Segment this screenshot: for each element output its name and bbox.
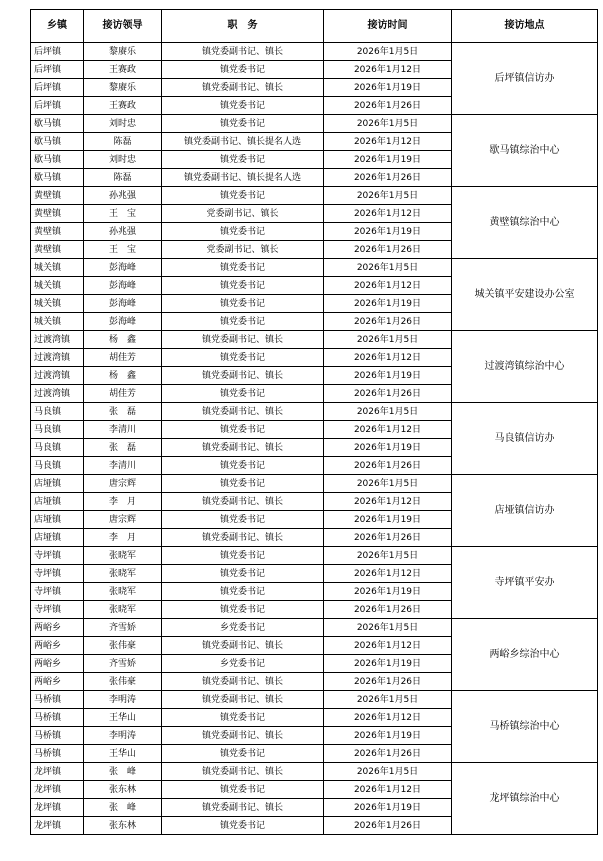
town-cell: 龙坪镇 bbox=[31, 781, 84, 799]
table-row bbox=[31, 403, 598, 421]
place-cell: 黄壁镇综治中心 bbox=[452, 187, 598, 259]
leader-cell: 杨 鑫 bbox=[84, 367, 162, 385]
town-cell: 黄壁镇 bbox=[31, 241, 84, 259]
town-cell: 黄壁镇 bbox=[31, 205, 84, 223]
post-cell: 乡党委书记 bbox=[162, 619, 324, 637]
town-cell: 后坪镇 bbox=[31, 79, 84, 97]
post-cell: 镇党委书记 bbox=[162, 151, 324, 169]
town-cell: 过渡湾镇 bbox=[31, 367, 84, 385]
leader-cell: 齐雪娇 bbox=[84, 655, 162, 673]
place-cell: 过渡湾镇综治中心 bbox=[452, 331, 598, 403]
post-cell: 乡党委书记 bbox=[162, 655, 324, 673]
post-cell: 镇党委书记 bbox=[162, 745, 324, 763]
leader-cell: 胡佳芳 bbox=[84, 349, 162, 367]
post-cell: 镇党委书记 bbox=[162, 547, 324, 565]
leader-cell: 彭海峰 bbox=[84, 313, 162, 331]
leader-cell: 张 峰 bbox=[84, 799, 162, 817]
leader-cell: 张 峰 bbox=[84, 763, 162, 781]
date-cell: 2026年1月12日 bbox=[324, 421, 452, 439]
date-cell: 2026年1月12日 bbox=[324, 133, 452, 151]
post-cell: 镇党委副书记、镇长 bbox=[162, 637, 324, 655]
post-cell: 镇党委副书记、镇长提名人选 bbox=[162, 169, 324, 187]
leader-cell: 唐宗辉 bbox=[84, 475, 162, 493]
date-cell: 2026年1月26日 bbox=[324, 457, 452, 475]
date-cell: 2026年1月26日 bbox=[324, 385, 452, 403]
leader-cell: 张东林 bbox=[84, 781, 162, 799]
town-cell: 后坪镇 bbox=[31, 43, 84, 61]
leader-cell: 王华山 bbox=[84, 745, 162, 763]
header-town: 乡镇 bbox=[31, 10, 84, 43]
date-cell: 2026年1月19日 bbox=[324, 799, 452, 817]
date-cell: 2026年1月12日 bbox=[324, 565, 452, 583]
post-cell: 镇党委书记 bbox=[162, 187, 324, 205]
place-cell: 歇马镇综治中心 bbox=[452, 115, 598, 187]
town-cell: 寺坪镇 bbox=[31, 583, 84, 601]
town-cell: 马桥镇 bbox=[31, 709, 84, 727]
town-cell: 店垭镇 bbox=[31, 511, 84, 529]
leader-cell: 李清川 bbox=[84, 457, 162, 475]
post-cell: 镇党委书记 bbox=[162, 295, 324, 313]
date-cell: 2026年1月19日 bbox=[324, 151, 452, 169]
post-cell: 镇党委副书记、镇长 bbox=[162, 691, 324, 709]
post-cell: 镇党委书记 bbox=[162, 601, 324, 619]
town-cell: 两峪乡 bbox=[31, 673, 84, 691]
place-cell: 城关镇平安建设办公室 bbox=[452, 259, 598, 331]
town-cell: 寺坪镇 bbox=[31, 547, 84, 565]
date-cell: 2026年1月26日 bbox=[324, 601, 452, 619]
leader-cell: 张东林 bbox=[84, 817, 162, 835]
date-cell: 2026年1月26日 bbox=[324, 313, 452, 331]
date-cell: 2026年1月26日 bbox=[324, 529, 452, 547]
leader-cell: 陈磊 bbox=[84, 133, 162, 151]
date-cell: 2026年1月19日 bbox=[324, 511, 452, 529]
town-cell: 店垭镇 bbox=[31, 529, 84, 547]
post-cell: 镇党委书记 bbox=[162, 421, 324, 439]
date-cell: 2026年1月19日 bbox=[324, 583, 452, 601]
town-cell: 马桥镇 bbox=[31, 745, 84, 763]
town-cell: 歇马镇 bbox=[31, 169, 84, 187]
place-cell: 龙坪镇综治中心 bbox=[452, 763, 598, 835]
post-cell: 镇党委副书记、镇长 bbox=[162, 439, 324, 457]
date-cell: 2026年1月5日 bbox=[324, 259, 452, 277]
town-cell: 过渡湾镇 bbox=[31, 331, 84, 349]
leader-cell: 齐雪娇 bbox=[84, 619, 162, 637]
post-cell: 镇党委副书记、镇长 bbox=[162, 529, 324, 547]
leader-cell: 张晓军 bbox=[84, 583, 162, 601]
date-cell: 2026年1月12日 bbox=[324, 277, 452, 295]
town-cell: 后坪镇 bbox=[31, 97, 84, 115]
leader-cell: 黎赓乐 bbox=[84, 43, 162, 61]
post-cell: 镇党委副书记、镇长 bbox=[162, 493, 324, 511]
town-cell: 歇马镇 bbox=[31, 133, 84, 151]
town-cell: 后坪镇 bbox=[31, 61, 84, 79]
table-body bbox=[31, 43, 598, 835]
leader-cell: 李清川 bbox=[84, 421, 162, 439]
post-cell: 镇党委副书记、镇长 bbox=[162, 673, 324, 691]
leader-cell: 张伟豪 bbox=[84, 637, 162, 655]
table-row bbox=[31, 115, 598, 133]
town-cell: 马良镇 bbox=[31, 403, 84, 421]
post-cell: 镇党委书记 bbox=[162, 313, 324, 331]
post-cell: 镇党委书记 bbox=[162, 259, 324, 277]
town-cell: 寺坪镇 bbox=[31, 601, 84, 619]
table-row bbox=[31, 619, 598, 637]
place-cell: 后坪镇信访办 bbox=[452, 43, 598, 115]
town-cell: 过渡湾镇 bbox=[31, 385, 84, 403]
post-cell: 党委副书记、镇长 bbox=[162, 241, 324, 259]
town-cell: 过渡湾镇 bbox=[31, 349, 84, 367]
date-cell: 2026年1月26日 bbox=[324, 97, 452, 115]
date-cell: 2026年1月19日 bbox=[324, 727, 452, 745]
date-cell: 2026年1月5日 bbox=[324, 763, 452, 781]
header-post: 职 务 bbox=[162, 10, 324, 43]
town-cell: 店垭镇 bbox=[31, 493, 84, 511]
post-cell: 镇党委副书记、镇长 bbox=[162, 763, 324, 781]
date-cell: 2026年1月12日 bbox=[324, 781, 452, 799]
leader-cell: 胡佳芳 bbox=[84, 385, 162, 403]
table-row bbox=[31, 691, 598, 709]
post-cell: 镇党委副书记、镇长 bbox=[162, 727, 324, 745]
leader-cell: 张 磊 bbox=[84, 439, 162, 457]
date-cell: 2026年1月12日 bbox=[324, 709, 452, 727]
place-cell: 店垭镇信访办 bbox=[452, 475, 598, 547]
post-cell: 党委副书记、镇长 bbox=[162, 205, 324, 223]
leader-cell: 杨 鑫 bbox=[84, 331, 162, 349]
post-cell: 镇党委书记 bbox=[162, 97, 324, 115]
date-cell: 2026年1月26日 bbox=[324, 817, 452, 835]
leader-cell: 王赛政 bbox=[84, 61, 162, 79]
date-cell: 2026年1月5日 bbox=[324, 43, 452, 61]
date-cell: 2026年1月12日 bbox=[324, 493, 452, 511]
leader-cell: 黎赓乐 bbox=[84, 79, 162, 97]
leader-cell: 孙兆强 bbox=[84, 223, 162, 241]
post-cell: 镇党委副书记、镇长 bbox=[162, 43, 324, 61]
post-cell: 镇党委副书记、镇长提名人选 bbox=[162, 133, 324, 151]
date-cell: 2026年1月19日 bbox=[324, 223, 452, 241]
leader-cell: 彭海峰 bbox=[84, 259, 162, 277]
leader-cell: 张伟豪 bbox=[84, 673, 162, 691]
leader-cell: 彭海峰 bbox=[84, 277, 162, 295]
date-cell: 2026年1月26日 bbox=[324, 241, 452, 259]
post-cell: 镇党委书记 bbox=[162, 583, 324, 601]
leader-cell: 王 宝 bbox=[84, 205, 162, 223]
leader-cell: 李 月 bbox=[84, 493, 162, 511]
town-cell: 城关镇 bbox=[31, 277, 84, 295]
date-cell: 2026年1月19日 bbox=[324, 439, 452, 457]
leader-cell: 孙兆强 bbox=[84, 187, 162, 205]
date-cell: 2026年1月5日 bbox=[324, 547, 452, 565]
leader-cell: 彭海峰 bbox=[84, 295, 162, 313]
leader-cell: 王华山 bbox=[84, 709, 162, 727]
table-row bbox=[31, 475, 598, 493]
leader-cell: 张晓军 bbox=[84, 601, 162, 619]
date-cell: 2026年1月12日 bbox=[324, 349, 452, 367]
post-cell: 镇党委书记 bbox=[162, 511, 324, 529]
post-cell: 镇党委书记 bbox=[162, 115, 324, 133]
post-cell: 镇党委副书记、镇长 bbox=[162, 79, 324, 97]
post-cell: 镇党委书记 bbox=[162, 817, 324, 835]
place-cell: 两峪乡综治中心 bbox=[452, 619, 598, 691]
town-cell: 马良镇 bbox=[31, 421, 84, 439]
post-cell: 镇党委书记 bbox=[162, 781, 324, 799]
town-cell: 黄壁镇 bbox=[31, 187, 84, 205]
town-cell: 马良镇 bbox=[31, 439, 84, 457]
town-cell: 两峪乡 bbox=[31, 655, 84, 673]
header-row bbox=[31, 10, 598, 43]
date-cell: 2026年1月19日 bbox=[324, 655, 452, 673]
table-row bbox=[31, 259, 598, 277]
leader-cell: 李 月 bbox=[84, 529, 162, 547]
date-cell: 2026年1月19日 bbox=[324, 295, 452, 313]
town-cell: 两峪乡 bbox=[31, 637, 84, 655]
leader-cell: 张 磊 bbox=[84, 403, 162, 421]
date-cell: 2026年1月26日 bbox=[324, 673, 452, 691]
leader-cell: 刘时忠 bbox=[84, 115, 162, 133]
header-date: 接访时间 bbox=[324, 10, 452, 43]
town-cell: 城关镇 bbox=[31, 313, 84, 331]
post-cell: 镇党委书记 bbox=[162, 349, 324, 367]
town-cell: 龙坪镇 bbox=[31, 763, 84, 781]
place-cell: 马桥镇综治中心 bbox=[452, 691, 598, 763]
post-cell: 镇党委书记 bbox=[162, 709, 324, 727]
town-cell: 两峪乡 bbox=[31, 619, 84, 637]
town-cell: 龙坪镇 bbox=[31, 799, 84, 817]
date-cell: 2026年1月26日 bbox=[324, 745, 452, 763]
post-cell: 镇党委副书记、镇长 bbox=[162, 799, 324, 817]
table-row bbox=[31, 763, 598, 781]
town-cell: 歇马镇 bbox=[31, 151, 84, 169]
date-cell: 2026年1月12日 bbox=[324, 637, 452, 655]
post-cell: 镇党委副书记、镇长 bbox=[162, 367, 324, 385]
date-cell: 2026年1月5日 bbox=[324, 115, 452, 133]
leader-cell: 王赛政 bbox=[84, 97, 162, 115]
leader-cell: 李明涛 bbox=[84, 691, 162, 709]
date-cell: 2026年1月5日 bbox=[324, 187, 452, 205]
date-cell: 2026年1月5日 bbox=[324, 475, 452, 493]
town-cell: 马桥镇 bbox=[31, 691, 84, 709]
post-cell: 镇党委书记 bbox=[162, 277, 324, 295]
town-cell: 马桥镇 bbox=[31, 727, 84, 745]
leader-cell: 张晓军 bbox=[84, 547, 162, 565]
date-cell: 2026年1月5日 bbox=[324, 619, 452, 637]
place-cell: 寺坪镇平安办 bbox=[452, 547, 598, 619]
post-cell: 镇党委副书记、镇长 bbox=[162, 403, 324, 421]
town-cell: 黄壁镇 bbox=[31, 223, 84, 241]
header-leader: 接访领导 bbox=[84, 10, 162, 43]
post-cell: 镇党委书记 bbox=[162, 385, 324, 403]
post-cell: 镇党委书记 bbox=[162, 565, 324, 583]
date-cell: 2026年1月12日 bbox=[324, 61, 452, 79]
post-cell: 镇党委副书记、镇长 bbox=[162, 331, 324, 349]
town-cell: 寺坪镇 bbox=[31, 565, 84, 583]
leader-cell: 王 宝 bbox=[84, 241, 162, 259]
town-cell: 城关镇 bbox=[31, 259, 84, 277]
date-cell: 2026年1月5日 bbox=[324, 691, 452, 709]
table-row bbox=[31, 547, 598, 565]
place-cell: 马良镇信访办 bbox=[452, 403, 598, 475]
post-cell: 镇党委书记 bbox=[162, 457, 324, 475]
date-cell: 2026年1月12日 bbox=[324, 205, 452, 223]
table-row bbox=[31, 331, 598, 349]
date-cell: 2026年1月26日 bbox=[324, 169, 452, 187]
town-cell: 城关镇 bbox=[31, 295, 84, 313]
reception-schedule-table bbox=[30, 9, 598, 835]
date-cell: 2026年1月19日 bbox=[324, 79, 452, 97]
date-cell: 2026年1月5日 bbox=[324, 403, 452, 421]
town-cell: 龙坪镇 bbox=[31, 817, 84, 835]
date-cell: 2026年1月5日 bbox=[324, 331, 452, 349]
town-cell: 店垭镇 bbox=[31, 475, 84, 493]
post-cell: 镇党委书记 bbox=[162, 475, 324, 493]
leader-cell: 唐宗辉 bbox=[84, 511, 162, 529]
date-cell: 2026年1月19日 bbox=[324, 367, 452, 385]
leader-cell: 张晓军 bbox=[84, 565, 162, 583]
table-row bbox=[31, 43, 598, 61]
town-cell: 马良镇 bbox=[31, 457, 84, 475]
post-cell: 镇党委书记 bbox=[162, 223, 324, 241]
leader-cell: 李明涛 bbox=[84, 727, 162, 745]
town-cell: 歇马镇 bbox=[31, 115, 84, 133]
leader-cell: 陈磊 bbox=[84, 169, 162, 187]
post-cell: 镇党委书记 bbox=[162, 61, 324, 79]
header-place: 接访地点 bbox=[452, 10, 598, 43]
table-row bbox=[31, 187, 598, 205]
leader-cell: 刘时忠 bbox=[84, 151, 162, 169]
